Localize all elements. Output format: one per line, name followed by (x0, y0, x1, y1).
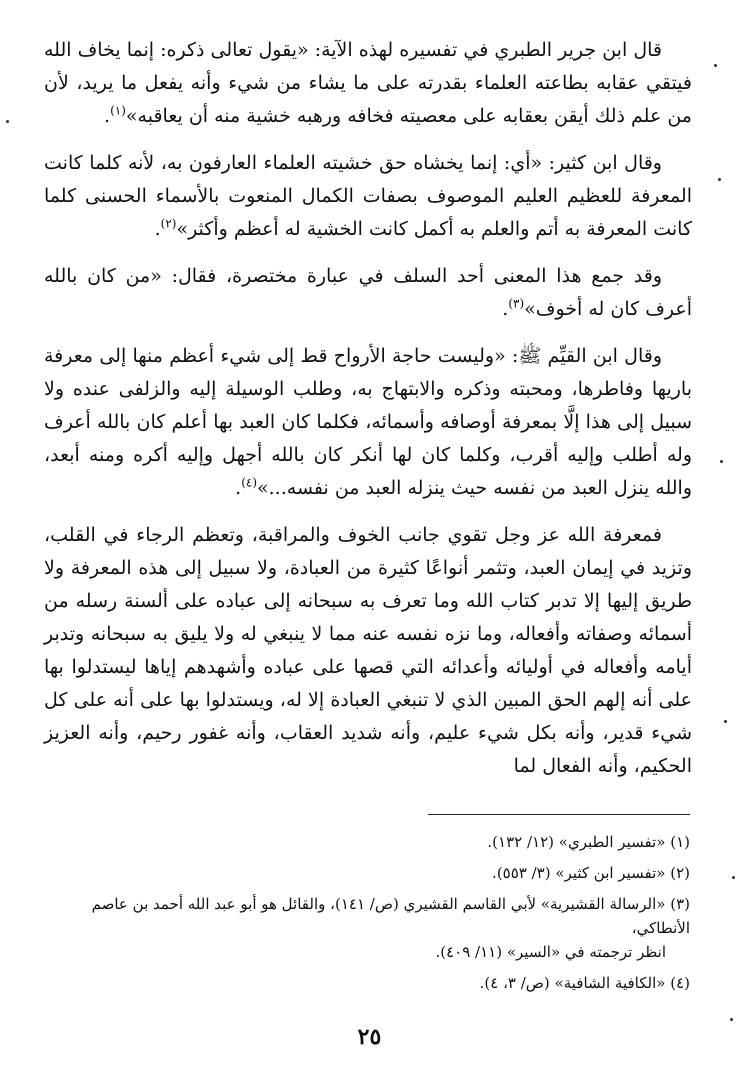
footnote-marker: (١) (110, 103, 126, 118)
paragraph-marifa: فمعرفة الله عز وجل تقوي جانب الخوف والمراقبة، وتعظم الرجاء في القلب، وتزيد في إيمان العبد، وتثمر أنواعًا كثيرة من العبادة، ولا سبيل إلى هذه المعرفة ولا طريق إليها إلا تدبر كتاب الله وما تعرف به سبحانه إلى عباده على ألسنة رسله من أسمائه وصفاته وأفعاله، وما نزه نفسه عنه مما لا ينبغي له ولا يليق به سبحانه وتدبر أيامه وأفعاله في أوليائه وأعدائه التي قصها على عباده وأشهدهم إياها ليستدلوا بها على أنه إلهم الحق المبين الذي لا تنبغي العبادة إلا له، ويستدلوا بها على أنه على كل شيء قدير، وأنه بكل شيء عليم، وأنه شديد العقاب، وأنه غفور رحيم، وأنه العزيز الحكيم، وأنه الفعال لما (44, 524, 692, 777)
paragraph-tabari: قال ابن جرير الطبري في تفسيره لهذه الآية: «يقول تعالى ذكره: إنما يخاف الله فيتقي عقابه بطاعته العلماء بقدرته على ما يشاء من شيء وأنه يفعل ما يريد، لأن من علم ذلك أيقن بعقابه على معصيته فخافه ورهبه خشية منه أن يعاقبه»$^{(١)}$. (44, 39, 692, 127)
paragraph-ibn-qayyim: وقال ابن القيِّم ﷺ: «وليست حاجة الأرواح قط إلى شيء أعظم منها إلى معرفة باريها وفاطرها، ومحبته وذكره والابتهاج به، وطلب الوسيلة إليه والزلفى عنده ولا سبيل إلى هذا إلَّا بمعرفة أوصافه وأسمائه، فكلما كان العبد بها أعلم كان بالله أعرف وله أطلب وإليه أقرب، وكلما كان لها أنكر كان بالله أجهل وإليه أكره ومنه أبعد، والله ينزل العبد من نفسه حيث ينزله العبد من نفسه...»$^{(٤)}$. (44, 345, 692, 499)
footnote-1: (١) «تفسير الطبري» (١٢/ ١٣٢). (487, 833, 690, 851)
margin-dot (724, 720, 727, 723)
footnote-marker: (٢) (160, 216, 177, 231)
margin-dot (720, 460, 723, 463)
margin-dot (6, 120, 9, 123)
margin-dot (732, 876, 735, 879)
page-number: ٢٥ (357, 1024, 382, 1050)
footnote-marker: (٣) (508, 296, 525, 311)
footnote-4: (٤) «الكافية الشافية» (ص/ ٣، ٤). (479, 974, 690, 992)
margin-dot (730, 1018, 733, 1021)
main-text (44, 34, 692, 783)
footnotes (40, 830, 690, 1002)
paragraph-ibn-kathir: وقال ابن كثير: «أي: إنما يخشاه حق خشيته العلماء العارفون به، لأنه كلما كانت المعرفة للعظيم العليم الموصوف بصفات الكمال المنعوت بالأسماء الحسنى كلما كانت المعرفة به أتم والعلم به أكمل كانت الخشية له أعظم وأكثر»$^{(٢)}$. (44, 152, 692, 240)
footnote-marker: (٤) (241, 475, 258, 490)
footnote-2: (٢) «تفسير ابن كثير» (٣/ ٥٥٣). (492, 864, 690, 882)
margin-dot (718, 178, 721, 181)
margin-dot (714, 64, 717, 67)
footnote-divider (428, 814, 690, 815)
footnote-3: (٣) «الرسالة القشيرية» لأبي القاسم القشيري (ص/ ١٤١)، والقائل هو أبو عبد الله أحمد بن عاصم الأنطاكي، انظر ترجمته في «السير» (١١/ ٤٠٩). (91, 895, 690, 961)
paragraph-salaf: وقد جمع هذا المعنى أحد السلف في عبارة مختصرة، فقال: «من كان بالله أعرف كان له أخوف»$^{(٣)}$. (44, 265, 692, 320)
